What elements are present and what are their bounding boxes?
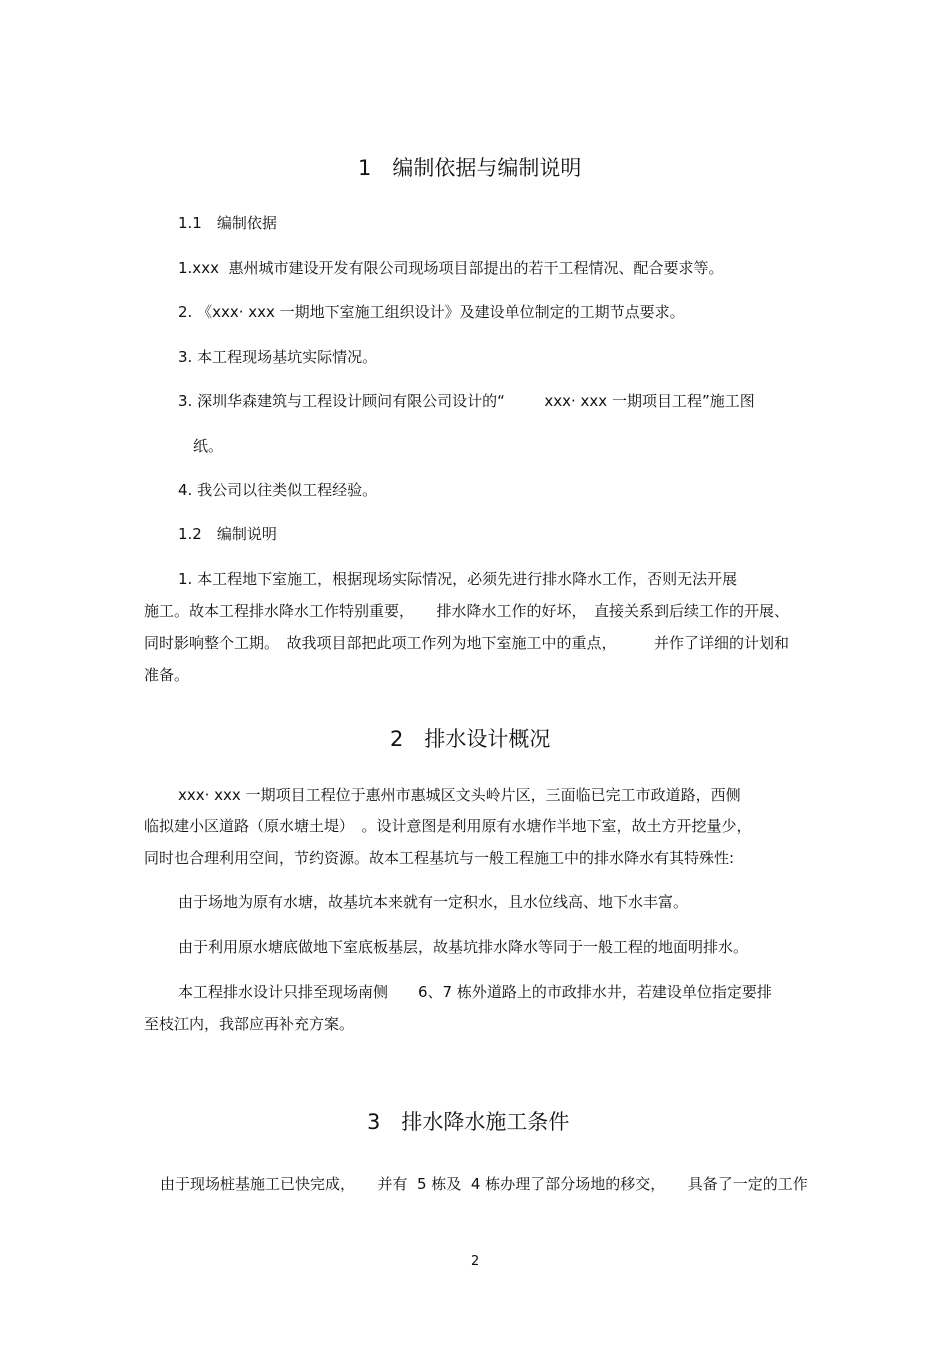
basis-item-5: 4. 我公司以往类似工程经验。: [178, 481, 378, 499]
explanation-line-4: 准备。: [144, 666, 190, 684]
subsection-1-1-heading: 1.1 编制依据: [178, 214, 277, 232]
basis-item-2: 2. 《xxx· xxx 一期地下室施工组织设计》及建设单位制定的工期节点要求。: [178, 303, 685, 321]
explanation-line-2: 施工。故本工程排水降水工作特别重要， 排水降水工作的好坏， 直接关系到后续工作的开展、: [144, 602, 790, 620]
conditions-line-1: 由于现场桩基施工已快完成， 并有 5 栋及 4 栋办理了部分场地的移交， 具备了一定的工作: [160, 1175, 808, 1193]
overview-para-4-line-1: 本工程排水设计只排至现场南侧 6、7 栋外道路上的市政排水井，若建设单位指定要排: [178, 983, 772, 1001]
basis-item-3: 3. 本工程现场基坑实际情况。: [178, 348, 378, 366]
page-number: 2: [471, 1254, 480, 1269]
section2-heading: 2 排水设计概况: [390, 727, 551, 751]
overview-line-2: 临拟建小区道路（原水塘土堤） 。设计意图是利用原有水塘作半地下室，故土方开挖量少，: [144, 817, 752, 835]
basis-item-4: 3. 深圳华森建筑与工程设计顾问有限公司设计的“ xxx· xxx 一期项目工程”施工图: [178, 392, 755, 410]
overview-para-3: 由于利用原水塘底做地下室底板基层，故基坑排水降水等同于一般工程的地面明排水。: [178, 938, 749, 956]
overview-para-2: 由于场地为原有水塘，故基坑本来就有一定积水，且水位线高、地下水丰富。: [178, 893, 689, 911]
overview-para-4-line-2: 至枝江内，我部应再补充方案。: [144, 1015, 355, 1033]
basis-item-1: 1.xxx 惠州城市建设开发有限公司现场项目部提出的若干工程情况、配合要求等。: [178, 259, 724, 277]
section1-heading: 1 编制依据与编制说明: [358, 156, 582, 180]
section3-heading: 3 排水降水施工条件: [367, 1110, 570, 1134]
explanation-line-1: 1. 本工程地下室施工，根据现场实际情况，必须先进行排水降水工作，否则无法开展: [178, 570, 738, 588]
overview-line-1: xxx· xxx 一期项目工程位于惠州市惠城区文头岭片区，三面临已完工市政道路，西侧: [178, 786, 741, 804]
explanation-line-3: 同时影响整个工期。 故我项目部把此项工作列为地下室施工中的重点， 并作了详细的计划和: [144, 634, 790, 652]
subsection-1-2-heading: 1.2 编制说明: [178, 525, 277, 543]
basis-item-4-continued: 纸。: [193, 437, 224, 455]
overview-line-3: 同时也合理利用空间，节约资源。故本工程基坑与一般工程施工中的排水降水有其特殊性:: [144, 849, 735, 867]
